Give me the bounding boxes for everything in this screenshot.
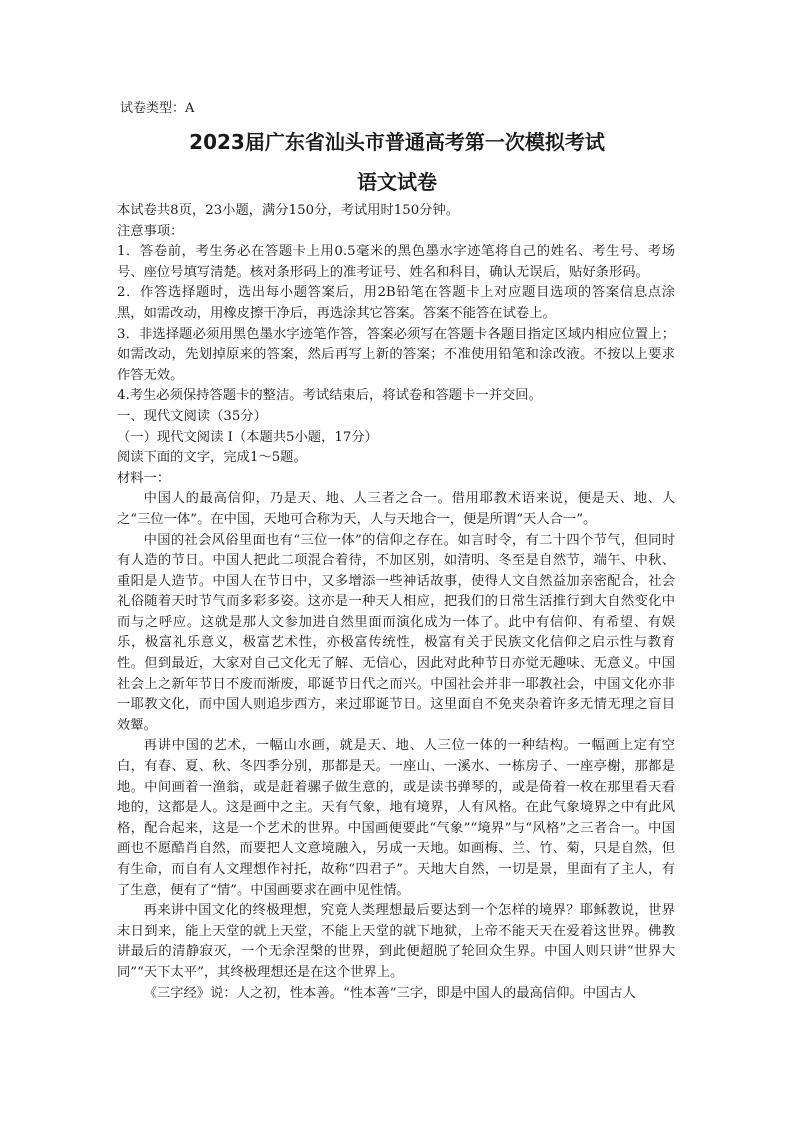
note-1: 1．答卷前，考生务必在答题卡上用0.5毫米的黑色墨水字迹笔将自己的姓名、考生号、考场号、座位号填写清楚。核对条形码上的准考证号、姓名和科目，确认无误后，贴好条形码。 <box>117 244 675 280</box>
note-2: 2．作答选择题时，选出每小题答案后，用2B铅笔在答题卡上对应题目选项的答案信息点涂黑，如需改动，用橡皮擦干净后，再选涂其它答案。答案不能答在试卷上。 <box>117 285 675 321</box>
section-heading: 一、现代文阅读（35分） <box>117 408 267 424</box>
material-paragraph-5: 《三字经》说：人之初，性本善。“性本善”三字，即是中国人的最高信仰。中国古人 <box>143 985 636 1001</box>
note-3: 3．非选择题必须用黑色墨水字迹笔作答，答案必须写在答题卡各题目指定区域内相应位置上；如需改动，先划掉原来的答案，然后再写上新的答案；不准使用铅笔和涂改液。不按以上要求作答无效。 <box>117 326 675 383</box>
note-4: 4.考生必须保持答题卡的整洁。考试结束后，将试卷和答题卡一并交回。 <box>117 388 542 404</box>
exam-type-label: 试卷类型：A <box>120 101 195 116</box>
material-paragraph-3: 再讲中国的艺术，一幅山水画，就是天、地、人三位一体的一种结构。一幅画上定有空白，有春、夏、秋、冬四季分别，那都是天。一座山、一溪水、一栋房子、一座亭榭，那都是地。中间画着一渔翁，或是赶着骡子做生意的，或是读书弹琴的，或是倚着一枚在那里看天看地的，这都是人。这是画中之主。天有气象，地有境界，人有风格。在此气象境界之中有此风格，配合起来，这是一个艺术的世界。中国画便要此“气象”“境界”与“风格”之三者合一。中国画也不愿酷肖自然，而要把人文意境融入，另成一天地。如画梅、兰、竹、菊，只是自然，但有生命，而自有人文理想作衬托，故称“四君子”。天地大自然，一切是景，里面有了主人，有了生意，便有了“情”。中国画要求在画中见性情。 <box>117 738 675 898</box>
material-label: 材料一： <box>117 470 171 486</box>
material-paragraph-2: 中国的社会风俗里面也有“三位一体”的信仰之存在。如言时令，有二十四个节气，但同时有人造的节日。中国人把此二项混合着待，不加区别，如清明、冬至是自然节，端午、中秋、重阳是人造节。中国人在节日中，又多增添一些神话故事，使得人文自然益加亲密配合，社会礼俗随着天时节气而多彩多姿。这亦是一种天人相应，把我们的日常生活推行到大自然变化中而与之呼应。这就是那人文参加进自然里面而演化成为一体了。此中有信仰、有希望、有娱乐，极富礼乐意义，极富艺术性，亦极富传统性，极富有关于民族文化信仰之启示性与教育性。但到最近，大家对自己文化无了解、无信心，因此对此种节日亦觉无趣味、无意义。中国社会上之新年节日不废而渐废，耶诞节日代之而兴。中国社会并非一耶教社会，中国文化亦非一耶教文化，而中国人则追步西方，来过耶诞节日。这里面自不免夹杂着许多无情无理之盲目效颦。 <box>117 532 675 733</box>
exam-subject-title: 语文试卷 <box>357 170 437 194</box>
material-paragraph-1: 中国人的最高信仰，乃是天、地、人三者之合一。借用耶教术语来说，便是天、地、人之“三位一体”。在中国，天地可合称为天，人与天地合一，便是所谓“天人合一”。 <box>117 491 675 527</box>
exam-title: 2023届广东省汕头市普通高考第一次模拟考试 <box>189 130 605 154</box>
exam-body <box>117 201 675 1004</box>
notes-heading: 注意事项： <box>117 223 184 239</box>
reading-instruction: 阅读下面的文字，完成1～5题。 <box>117 450 307 466</box>
exam-summary: 本试卷共8页，23小题，满分150分，考试用时150分钟。 <box>117 203 460 218</box>
material-paragraph-4: 再来讲中国文化的终极理想，究竟人类理想最后要达到一个怎样的境界？耶稣教说，世界末日到来，能上天堂的就上天堂，不能上天堂的就下地狱，上帝不能天天在爱着这世界。佛教讲最后的清静寂灭，一个无余涅槃的世界，到此便超脱了轮回众生界。中国人则只讲“世界大同”“天下太平”，其终极理想还是在这个世界上。 <box>117 903 675 980</box>
section-subheading: （一）现代文阅读 I（本题共5小题，17分） <box>117 429 378 445</box>
